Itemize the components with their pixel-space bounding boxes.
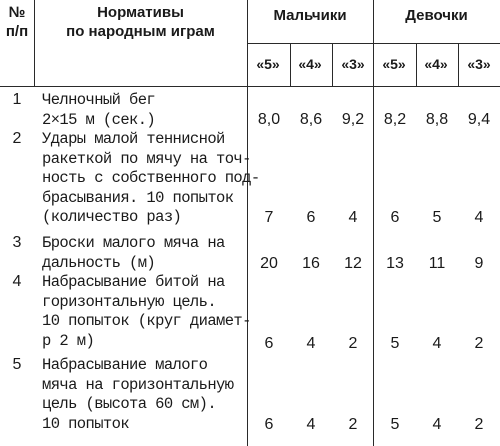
header-boys: Мальчики <box>273 7 347 24</box>
row-3-value: 20 <box>260 255 278 272</box>
grade-girls-4: «4» <box>424 56 448 72</box>
row-4-value: 4 <box>432 335 442 352</box>
row-4-value: 2 <box>474 335 484 352</box>
row-1-value: 8,6 <box>299 111 323 128</box>
row-1-num: 1 <box>12 91 22 108</box>
row-2-value: 6 <box>390 209 400 226</box>
row-3-value: 11 <box>428 255 446 272</box>
header-girls: Девочки <box>405 7 468 24</box>
grade-boys-3: «3» <box>341 56 365 72</box>
header-num: № п/п <box>5 4 29 40</box>
row-5-value: 4 <box>432 416 442 433</box>
row-4-value: 4 <box>306 335 316 352</box>
row-3-value: 13 <box>386 255 404 272</box>
row-1-value: 9,4 <box>467 111 491 128</box>
row-5-num: 5 <box>12 356 22 373</box>
row-3-name: Броски малого мяча на дальность (м) <box>42 234 225 272</box>
row-5-value: 6 <box>264 416 274 433</box>
row-1-value: 8,8 <box>425 111 449 128</box>
row-5-name: Набрасывание малого мяча на горизонтальную цель (высота 60 см). 10 попыток <box>42 356 234 433</box>
row-2-name: Удары малой теннисной ракеткой по мячу на точ- ность с собственного под- брасывания. 10 попыток (количество раз) <box>42 130 260 226</box>
row-3-value: 12 <box>344 255 362 272</box>
row-1-value: 8,0 <box>257 111 281 128</box>
row-3-value: 16 <box>302 255 320 272</box>
row-2-value: 4 <box>474 209 484 226</box>
grade-girls-3: «3» <box>467 56 491 72</box>
row-5-value: 2 <box>348 416 358 433</box>
row-5-value: 2 <box>474 416 484 433</box>
row-4-value: 5 <box>390 335 400 352</box>
row-2-num: 2 <box>12 130 22 147</box>
row-2-value: 6 <box>306 209 316 226</box>
row-2-value: 5 <box>432 209 442 226</box>
row-4-value: 2 <box>348 335 358 352</box>
row-1-name: Челночный бег 2×15 м (сек.) <box>42 91 156 129</box>
header-norm: Нормативы по народным играм <box>66 4 215 40</box>
row-4-name: Набрасывание битой на горизонтальную цель. 10 попыток (круг диамет- р 2 м) <box>42 273 251 350</box>
grade-boys-5: «5» <box>256 56 280 72</box>
row-2-value: 7 <box>264 209 274 226</box>
row-2-value: 4 <box>348 209 358 226</box>
row-5-value: 4 <box>306 416 316 433</box>
row-3-num: 3 <box>12 234 22 251</box>
row-3-value: 9 <box>474 255 484 272</box>
row-5-value: 5 <box>390 416 400 433</box>
row-1-value: 8,2 <box>383 111 407 128</box>
row-1-value: 9,2 <box>341 111 365 128</box>
header-bottom-line <box>0 86 500 87</box>
row-4-value: 6 <box>264 335 274 352</box>
grade-boys-4: «4» <box>298 56 322 72</box>
row-4-num: 4 <box>12 273 22 290</box>
grade-girls-5: «5» <box>382 56 406 72</box>
header-subdivider <box>247 43 500 44</box>
